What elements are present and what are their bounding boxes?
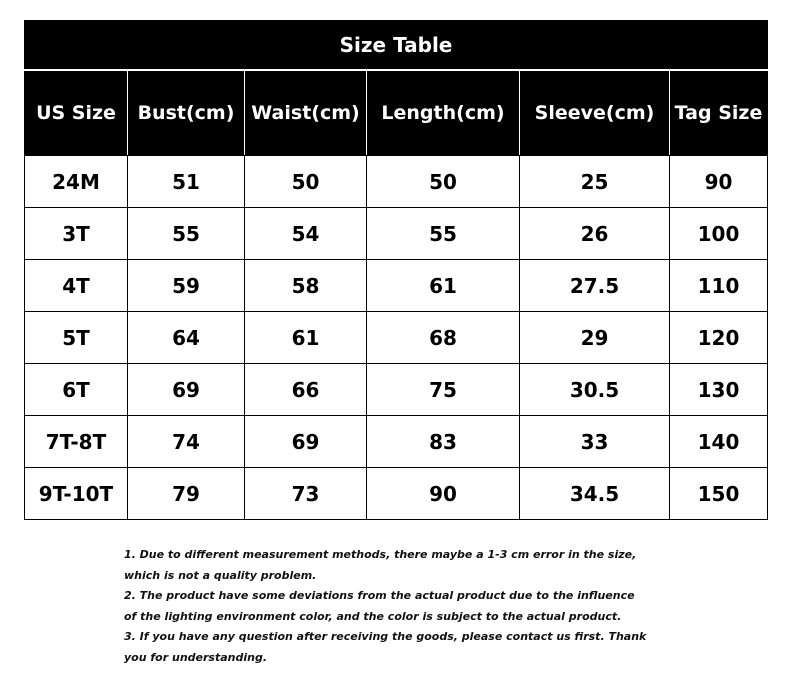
cell-bust: 51	[128, 156, 245, 208]
cell-sleeve: 34.5	[520, 468, 670, 520]
cell-tag-size: 130	[670, 364, 768, 416]
cell-tag-size: 100	[670, 208, 768, 260]
header-waist: Waist(cm)	[245, 70, 367, 156]
table-row	[25, 468, 768, 520]
cell-length: 75	[367, 364, 520, 416]
cell-length: 90	[367, 468, 520, 520]
cell-sleeve: 25	[520, 156, 670, 208]
cell-us-size: 4T	[25, 260, 128, 312]
table-row	[25, 364, 768, 416]
table-row	[25, 312, 768, 364]
cell-bust: 79	[128, 468, 245, 520]
cell-tag-size: 120	[670, 312, 768, 364]
cell-sleeve: 29	[520, 312, 670, 364]
cell-us-size: 7T-8T	[25, 416, 128, 468]
note-line: you for understanding.	[124, 650, 267, 664]
size-table	[24, 20, 768, 520]
table-row	[25, 208, 768, 260]
cell-tag-size: 110	[670, 260, 768, 312]
cell-length: 68	[367, 312, 520, 364]
cell-bust: 64	[128, 312, 245, 364]
cell-us-size: 6T	[25, 364, 128, 416]
table-title: Size Table	[25, 21, 768, 71]
notes-section	[124, 545, 684, 669]
header-row	[25, 70, 768, 156]
cell-length: 50	[367, 156, 520, 208]
cell-waist: 61	[245, 312, 367, 364]
note-line: 1. Due to different measurement methods, there maybe a 1-3 cm error in the size,	[124, 548, 637, 561]
note-line: of the lighting environment color, and the color is subject to the actual product.	[124, 609, 622, 623]
header-bust: Bust(cm)	[128, 70, 245, 156]
header-us-size: US Size	[25, 70, 128, 156]
header-sleeve: Sleeve(cm)	[520, 70, 670, 156]
header-length: Length(cm)	[367, 70, 520, 156]
cell-bust: 74	[128, 416, 245, 468]
cell-us-size: 24M	[25, 156, 128, 208]
note-line: which is not a quality problem.	[124, 568, 317, 582]
cell-length: 55	[367, 208, 520, 260]
cell-sleeve: 30.5	[520, 364, 670, 416]
cell-tag-size: 150	[670, 468, 768, 520]
cell-waist: 69	[245, 416, 367, 468]
cell-sleeve: 33	[520, 416, 670, 468]
cell-waist: 58	[245, 260, 367, 312]
header-tag-size: Tag Size	[670, 70, 768, 156]
cell-waist: 66	[245, 364, 367, 416]
table-row	[25, 260, 768, 312]
cell-length: 61	[367, 260, 520, 312]
cell-us-size: 9T-10T	[25, 468, 128, 520]
cell-waist: 73	[245, 468, 367, 520]
cell-sleeve: 27.5	[520, 260, 670, 312]
table-row	[25, 416, 768, 468]
note-line: 2. The product have some deviations from the actual product due to the influence	[124, 589, 635, 603]
cell-us-size: 3T	[25, 208, 128, 260]
cell-bust: 59	[128, 260, 245, 312]
cell-waist: 50	[245, 156, 367, 208]
cell-length: 83	[367, 416, 520, 468]
cell-bust: 69	[128, 364, 245, 416]
cell-tag-size: 140	[670, 416, 768, 468]
note-line: 3. If you have any question after receiving the goods, please contact us first. Thank	[124, 630, 647, 644]
table-row	[25, 156, 768, 208]
cell-bust: 55	[128, 208, 245, 260]
cell-sleeve: 26	[520, 208, 670, 260]
title-row	[25, 21, 768, 71]
cell-waist: 54	[245, 208, 367, 260]
cell-tag-size: 90	[670, 156, 768, 208]
cell-us-size: 5T	[25, 312, 128, 364]
